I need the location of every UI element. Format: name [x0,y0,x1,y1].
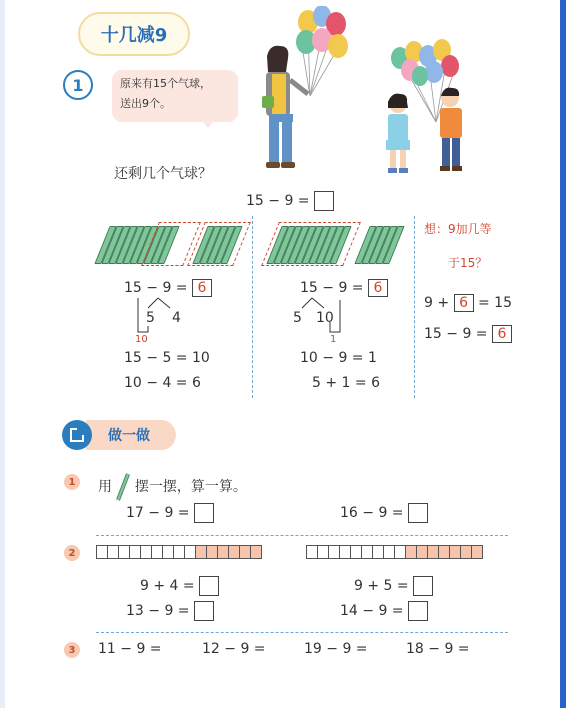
method1-split-left: 5 [146,310,155,326]
lesson-title: 十几减9 [78,12,190,56]
method2-result-label: 1 [330,334,337,345]
section-divider [96,632,508,633]
practice-q2-right-eq1 [354,576,433,596]
practice-q1-number: 1 [64,474,80,490]
method2-answer: 6 [368,279,388,297]
method2-equation [300,279,388,297]
method3-eq1-suffix: = 15 [478,295,512,311]
practice-q2-left-eq1 [140,576,219,596]
page-left-border [0,0,5,708]
sticks-method-2 [262,222,412,266]
main-equation-text: 15 − 9 = [246,193,310,209]
cube-icon [471,545,483,559]
answer-box[interactable] [413,576,433,596]
sticks-method-1 [96,222,246,266]
practice-q3-item: 11 − 9 = [98,641,162,657]
practice-q2-right-eq2-text: 14 − 9 = [340,603,404,619]
method1-split-right: 4 [172,310,181,326]
crossed-bundle-outline [261,222,361,266]
method1-sum-label: 10 [135,334,148,345]
practice-q1-text-before: 用 [98,479,112,495]
speech-bubble [112,70,238,122]
section-divider [96,535,508,536]
practice-label: 做一做 [86,420,176,450]
method1-answer: 6 [192,279,212,297]
method3-think-line1: 想：9加几等 [424,222,492,236]
practice-q3-item: 19 − 9 = [304,641,368,657]
cubes-right [306,545,482,559]
method1-step2: 10 − 4 = 6 [124,375,201,391]
example-number: 1 [63,70,93,100]
children-with-balloons-illustration [370,38,470,178]
practice-q1-eq-left-text: 17 − 9 = [126,505,190,521]
method1-step1: 15 − 5 = 10 [124,350,210,366]
answer-box[interactable] [194,601,214,621]
method3-think-line2: 于15？ [448,256,488,270]
example-question: 还剩几个气球？ [114,166,212,182]
method2-equation-text: 15 − 9 = [300,280,364,296]
method1-split-lines [130,296,200,336]
practice-icon [62,420,92,450]
practice-q3-number: 3 [64,642,80,658]
answer-box[interactable] [199,576,219,596]
main-answer-box[interactable] [314,191,334,211]
method1-equation-text: 15 − 9 = [124,280,188,296]
method3-eq1 [424,294,512,312]
method2-split-left: 5 [293,310,302,326]
column-divider-2 [414,216,415,398]
practice-q1-text [98,472,247,502]
practice-q2-number: 2 [64,545,80,561]
practice-q3-item: 12 − 9 = [202,641,266,657]
answer-box[interactable] [408,503,428,523]
practice-q1-eq-right-text: 16 − 9 = [340,505,404,521]
method2-split-right: 10 [316,310,334,326]
balloon-group-icon [296,6,348,96]
bubble-line-2: 送出9个。 [120,97,171,110]
method3-eq2-prefix: 15 − 9 = [424,326,488,342]
answer-box[interactable] [194,503,214,523]
method3-eq2 [424,325,512,343]
column-divider-1 [252,216,253,398]
method3-eq1-prefix: 9 + [424,295,450,311]
speech-bubble-tail [200,118,216,128]
practice-q1-eq-right [340,503,428,523]
woman-with-balloons-illustration [250,6,360,178]
practice-q2-left-eq2-text: 13 − 9 = [126,603,190,619]
cube-icon [250,545,262,559]
stick-icon [116,472,130,502]
method1-equation [124,279,212,297]
pencil-square-icon [69,427,85,443]
method2-step2: 5 + 1 = 6 [312,375,380,391]
bubble-line-1: 原来有15个气球， [120,77,211,90]
answer-box[interactable] [408,601,428,621]
practice-q2-right-eq1-text: 9 + 5 = [354,578,409,594]
practice-q2-left-eq2 [126,601,214,621]
method3-eq2-answer: 6 [492,325,512,343]
practice-q3-item: 18 − 9 = [406,641,470,657]
practice-q2-left-eq1-text: 9 + 4 = [140,578,195,594]
practice-q1-eq-left [126,503,214,523]
method3-eq1-answer: 6 [454,294,474,312]
page-right-border [560,0,566,708]
cubes-left [96,545,261,559]
main-equation [246,191,334,211]
practice-q1-text-after: 摆一摆，算一算。 [134,479,247,495]
practice-q2-right-eq2 [340,601,428,621]
method2-step1: 10 − 9 = 1 [300,350,377,366]
